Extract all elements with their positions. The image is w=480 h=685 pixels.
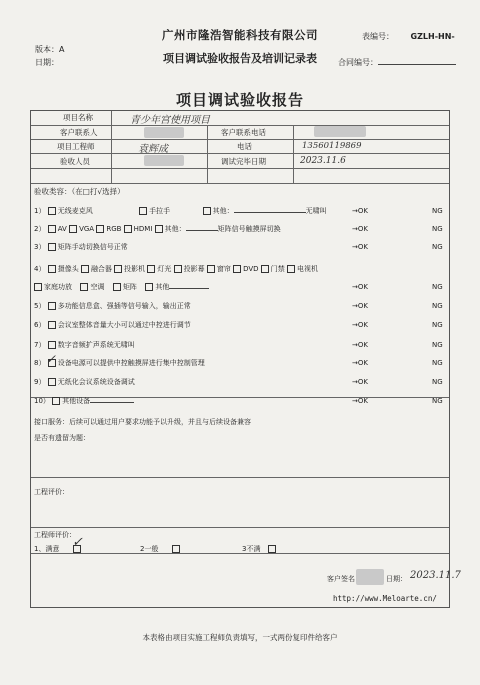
ng-label: NG — [432, 378, 443, 386]
check-row-4 — [34, 265, 318, 274]
checkbox-dvd[interactable] — [233, 265, 241, 273]
redacted-signature — [356, 569, 384, 585]
form-subtitle: 项目调试验收报告及培训记录表 — [163, 52, 317, 65]
checkbox-other-devices[interactable] — [52, 397, 60, 405]
ng-label: NG — [432, 225, 443, 233]
legacy-issues-label: 是否有遗留为题： — [34, 434, 90, 442]
check-row-1 — [34, 207, 327, 216]
row-number: 3） — [34, 243, 46, 251]
contract-number-label: 合同编号： — [338, 58, 378, 67]
row-number: 9） — [34, 378, 46, 386]
checkbox-projector[interactable] — [114, 265, 122, 273]
contract-number-field — [378, 55, 456, 65]
redacted-client-phone — [314, 126, 366, 137]
row-number: 8） — [34, 359, 46, 367]
ok-label: OK — [357, 243, 368, 251]
option-label: VGA — [79, 225, 95, 233]
option-label: AV — [57, 225, 67, 233]
result-row-1 — [352, 207, 368, 216]
checkbox-volume[interactable] — [48, 321, 56, 329]
ng-label: NG — [432, 341, 443, 349]
checkbox-hdmi[interactable] — [124, 225, 132, 233]
arrow-icon: → — [352, 341, 358, 349]
arrow-icon: → — [352, 302, 358, 310]
checkbox-matrix-manual[interactable] — [48, 243, 56, 251]
option-label: DVD — [243, 265, 259, 273]
result-row-4 — [352, 283, 368, 292]
checkbox-matrix[interactable] — [113, 283, 121, 291]
option-label: 矩阵手动切换信号正常 — [57, 243, 128, 251]
option-label: HDMI — [133, 225, 153, 233]
checkbox-other-1[interactable] — [203, 207, 211, 215]
checkbox-rgb[interactable] — [96, 225, 104, 233]
checkbox-curtain[interactable] — [207, 265, 215, 273]
sign-date-label: 日期： — [386, 575, 407, 583]
client-phone-label: 客户联系电话 — [221, 128, 266, 137]
form-number-value: GZLH-HN- — [410, 32, 455, 41]
client-contact-label: 客户联系人 — [60, 128, 98, 137]
row-number: 5） — [34, 302, 46, 310]
option-label: 无线麦克风 — [57, 207, 93, 215]
option-label: RGB — [106, 225, 122, 233]
option-label: 融合器 — [90, 265, 112, 273]
option-label: 数字音频扩声系统无啸叫 — [57, 341, 135, 349]
checklist-title: 验收类容：（在□打√选择） — [34, 187, 125, 196]
rating-option-2 — [140, 545, 182, 554]
result-row-5 — [352, 302, 368, 311]
row-divider — [31, 168, 449, 169]
arrow-icon: → — [352, 225, 358, 233]
phone-value: 13560119869 — [302, 141, 362, 151]
option-label: 其他： — [212, 207, 234, 215]
checkmark-icon: ✓ — [46, 352, 57, 366]
option-label: 无啸叫 — [305, 207, 327, 215]
option-label: 多功能信息盒、强插等信号输入，输出正常 — [57, 302, 191, 310]
check-row-6 — [34, 321, 191, 330]
row-number: 2） — [34, 225, 46, 233]
project-name-value: 青少年宫使用项目 — [130, 115, 210, 126]
option-label: 其他： — [164, 225, 186, 233]
option-label: 设备电源可以提供中控触摸屏进行集中控制管理 — [57, 359, 205, 367]
version-label: 版本：A — [35, 45, 65, 54]
option-label: 矩阵信号触摸屏切换 — [217, 225, 281, 233]
option-label: 门禁 — [270, 265, 285, 273]
checkbox-unsatisfied[interactable] — [268, 545, 276, 553]
row-number: 4） — [34, 265, 46, 273]
form-number — [362, 31, 455, 42]
acceptor-label: 验收人员 — [60, 157, 90, 166]
arrow-icon: → — [352, 283, 358, 291]
finish-date-label: 调试完毕日期 — [221, 157, 266, 166]
arrow-icon: → — [352, 321, 358, 329]
result-row-6 — [352, 321, 368, 330]
finish-date-value: 2023.11.6 — [300, 156, 346, 166]
other-field — [90, 402, 134, 403]
col-divider — [293, 125, 294, 183]
ng-label: NG — [432, 207, 443, 215]
option-label: 1、满意 — [34, 545, 60, 553]
result-row-2 — [352, 225, 368, 234]
arrow-icon: → — [352, 378, 358, 386]
row-divider — [31, 153, 449, 154]
check-row-7 — [34, 341, 135, 350]
ng-label: NG — [432, 243, 443, 251]
company-name: 广州市隆浩智能科技有限公司 — [162, 28, 318, 42]
ng-label: NG — [432, 397, 443, 405]
ng-label: NG — [432, 359, 443, 367]
checkbox-audio[interactable] — [48, 341, 56, 349]
checkbox-camera[interactable] — [48, 265, 56, 273]
result-row-9 — [352, 378, 368, 387]
other-field — [186, 230, 218, 231]
checkbox-screen[interactable] — [174, 265, 182, 273]
row-divider — [31, 477, 449, 478]
ok-label: OK — [357, 397, 368, 405]
row-number: 10） — [34, 397, 50, 405]
phone-label: 电话 — [237, 142, 252, 151]
ok-label: OK — [357, 378, 368, 386]
option-label: 投影幕 — [183, 265, 205, 273]
form-number-label: 表编号： — [362, 32, 394, 41]
checkbox-home-amp[interactable] — [34, 283, 42, 291]
checkbox-lighting[interactable] — [147, 265, 155, 273]
option-label: 矩阵 — [122, 283, 137, 291]
option-label: 电视机 — [297, 265, 319, 273]
sign-date-value: 2023.11.7 — [410, 570, 461, 581]
option-label: 窗帘 — [216, 265, 231, 273]
option-label: 2一般 — [140, 545, 159, 553]
arrow-icon: → — [352, 359, 358, 367]
checkbox-vga[interactable] — [69, 225, 77, 233]
result-row-7 — [352, 341, 368, 350]
row-number: 1） — [34, 207, 46, 215]
row-number: 6） — [34, 321, 46, 329]
checkbox-wireless-mic[interactable] — [48, 207, 56, 215]
arrow-icon: → — [352, 207, 358, 215]
option-label: 其他 — [155, 283, 170, 291]
engineer-value: 袁辉成 — [138, 144, 168, 155]
result-row-8 — [352, 359, 368, 368]
checkbox-other-2[interactable] — [155, 225, 163, 233]
option-label: 无纸化会议系统设备调试 — [57, 378, 135, 386]
ok-label: OK — [357, 302, 368, 310]
row-divider — [31, 183, 449, 184]
option-label: 手拉手 — [149, 207, 171, 215]
company-url: http://www.Meloarte.cn/ — [333, 594, 437, 603]
checkbox-paperless[interactable] — [48, 378, 56, 386]
row-number: 7） — [34, 341, 46, 349]
checkmark-icon: ✓ — [72, 535, 83, 550]
ok-label: OK — [357, 225, 368, 233]
checkbox-access[interactable] — [261, 265, 269, 273]
check-row-8 — [34, 359, 205, 368]
checkbox-aircon[interactable] — [80, 283, 88, 291]
check-row-9 — [34, 378, 135, 387]
option-label: 投影机 — [124, 265, 146, 273]
ok-label: OK — [357, 359, 368, 367]
check-row-2 — [34, 225, 281, 234]
check-row-3 — [34, 243, 128, 252]
engineer-rating-label: 工程师评价： — [34, 531, 76, 539]
checkbox-info-box[interactable] — [48, 302, 56, 310]
client-signature-label: 客户签名 — [327, 575, 355, 583]
ng-label: NG — [432, 302, 443, 310]
arrow-icon: → — [352, 243, 358, 251]
other-field — [169, 288, 209, 289]
col-divider — [207, 125, 208, 183]
option-label: 家庭功放 — [44, 283, 72, 291]
option-label: 灯光 — [157, 265, 172, 273]
row-divider — [31, 125, 449, 126]
row-divider — [31, 527, 449, 528]
redacted-client-contact — [144, 127, 184, 138]
ok-label: OK — [357, 321, 368, 329]
check-row-10 — [34, 397, 134, 406]
option-label: 空调 — [90, 283, 105, 291]
option-label: 其他设备 — [62, 397, 91, 405]
ng-label: NG — [432, 321, 443, 329]
ok-label: OK — [357, 341, 368, 349]
col-divider — [111, 111, 112, 183]
row-divider — [31, 139, 449, 140]
contract-number — [338, 55, 456, 68]
redacted-acceptor — [144, 155, 184, 166]
other-field — [234, 212, 306, 213]
check-row-5 — [34, 302, 191, 311]
result-row-3 — [352, 243, 368, 252]
checkbox-average[interactable] — [172, 545, 180, 553]
checkbox-av[interactable] — [48, 225, 56, 233]
rating-option-3 — [242, 545, 278, 554]
interface-service-text: 接口服务：后续可以通过用户要求功能予以升级，并且与后续设备兼容 — [34, 418, 251, 426]
option-label: 3不满 — [242, 545, 261, 553]
check-row-4b — [34, 283, 209, 292]
option-label: 会议室整体音量大小可以通过中控进行调节 — [57, 321, 191, 329]
project-name-label: 项目名称 — [63, 113, 93, 122]
ok-label: OK — [357, 283, 368, 291]
result-row-10 — [352, 397, 368, 406]
checkbox-hand-in-hand[interactable] — [139, 207, 147, 215]
checkbox-fuser[interactable] — [81, 265, 89, 273]
report-title: 项目调试验收报告 — [175, 91, 304, 109]
footer-note: 本表格由项目实施工程师负责填写，一式两份复印件给客户 — [142, 633, 338, 642]
arrow-icon: → — [352, 397, 358, 405]
checkbox-other-4[interactable] — [145, 283, 153, 291]
ng-label: NG — [432, 283, 443, 291]
row-divider — [31, 553, 449, 554]
engineering-eval-label: 工程评价： — [34, 488, 69, 496]
ok-label: OK — [357, 207, 368, 215]
option-label: 摄像头 — [57, 265, 79, 273]
engineer-label: 项目工程师 — [57, 142, 95, 151]
checkbox-tv[interactable] — [287, 265, 295, 273]
date-label: 日期： — [35, 58, 59, 67]
